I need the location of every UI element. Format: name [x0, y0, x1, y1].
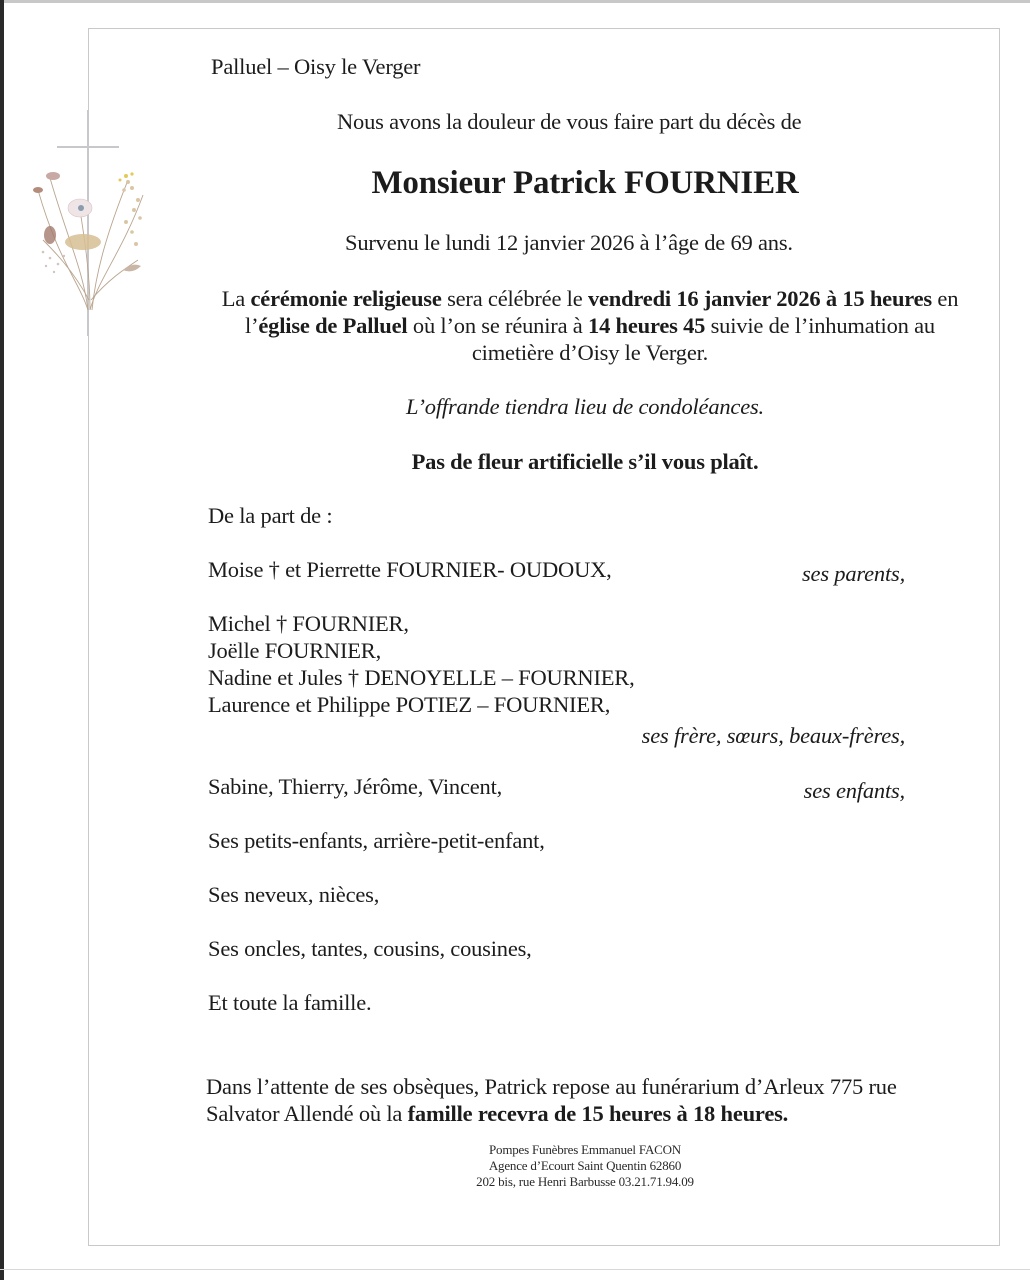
- funerarium-text: Dans l’attente de ses obsèques, Patrick repose au funérarium d’Arleux 775 rue Salvator Allendé où la: [206, 1074, 897, 1126]
- ceremony-segment: en l’: [245, 286, 959, 338]
- family-relation: ses parents,: [801, 561, 905, 586]
- family-names: Laurence et Philippe POTIEZ – FOURNIER,: [208, 692, 611, 717]
- funeral-home-address: 202 bis, rue Henri Barbusse 03.21.71.94.09: [476, 1174, 694, 1189]
- ceremony-segment: cérémonie religieuse: [250, 286, 442, 311]
- family-names: Moise † et Pierrette FOURNIER- OUDOUX,: [208, 557, 612, 582]
- family-names: Et toute la famille.: [208, 990, 372, 1015]
- visiting-hours: famille recevra de 15 heures à 18 heures.: [407, 1101, 789, 1126]
- deceased-name: Monsieur Patrick FOURNIER: [371, 165, 799, 201]
- ceremony-segment: sera célébrée le: [441, 286, 588, 311]
- death-line: Survenu le lundi 12 janvier 2026 à l’âge de 69 ans.: [345, 230, 793, 255]
- ceremony-segment: où l’on se réunira à: [407, 313, 589, 338]
- ceremony-meeting-time: 14 heures 45: [588, 313, 706, 338]
- family-names: Ses neveux, nièces,: [208, 882, 380, 907]
- offering-note: L’offrande tiendra lieu de condoléances.: [406, 394, 764, 419]
- family-names: Ses petits-enfants, arrière-petit-enfant,: [208, 828, 545, 853]
- family-names: Michel † FOURNIER,: [208, 611, 409, 636]
- ceremony-segment: suivie de l’inhumation au cimetière d’Oisy le Verger.: [471, 313, 935, 365]
- family-relation: ses frère, sœurs, beaux-frères,: [641, 723, 905, 748]
- ceremony-date: vendredi 16 janvier 2026 à 15 heures: [587, 286, 932, 311]
- scan-edge-top: [0, 0, 1030, 3]
- family-names: Joëlle FOURNIER,: [208, 638, 382, 663]
- family-names: Ses oncles, tantes, cousins, cousines,: [208, 936, 532, 961]
- family-relation: ses enfants,: [803, 778, 905, 803]
- from-label: De la part de :: [208, 503, 333, 528]
- cross-horizontal-bar: [57, 146, 119, 148]
- scan-edge-bottom: [0, 1269, 1030, 1270]
- family-names: Nadine et Jules † DENOYELLE – FOURNIER,: [208, 665, 635, 690]
- ceremony-paragraph: [220, 285, 960, 366]
- family-names: Sabine, Thierry, Jérôme, Vincent,: [208, 774, 503, 799]
- ceremony-segment: La: [221, 286, 251, 311]
- intro-line: Nous avons la douleur de vous faire part du décès de: [337, 109, 802, 134]
- funeral-home-name: Pompes Funèbres Emmanuel FACON: [489, 1142, 681, 1157]
- ceremony-church: église de Palluel: [258, 313, 408, 338]
- funerarium-paragraph: [206, 1073, 966, 1127]
- place-heading: Palluel – Oisy le Verger: [211, 54, 421, 79]
- funeral-home-agency: Agence d’Ecourt Saint Quentin 62860: [488, 1158, 682, 1173]
- flowers-note: Pas de fleur artificielle s’il vous plaît.: [411, 449, 759, 474]
- notice-frame: [88, 28, 1000, 1246]
